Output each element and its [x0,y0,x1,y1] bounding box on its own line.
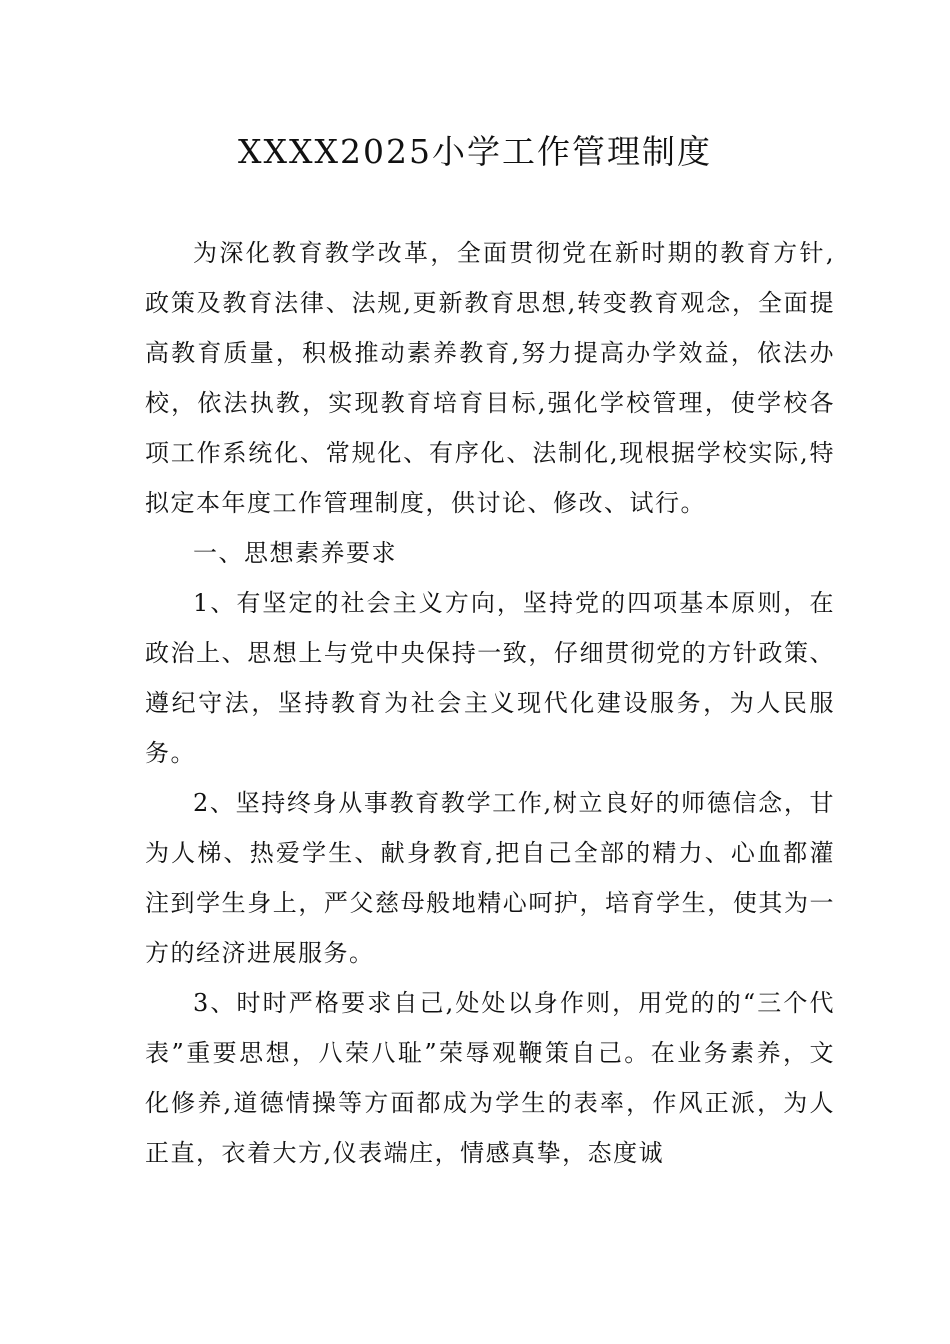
document-title: XXXX2025小学工作管理制度 [238,132,712,171]
item-paragraph-2: 2、坚持终身从事教育教学工作,树立良好的师德信念，甘为人梯、热爱学生、献身教育,把自己全部的精力、心血都灌注到学生身上，严父慈母般地精心呵护，培育学生，使其为一方的经济进展服务。 [145,789,835,967]
item-paragraph-1: 1、有坚定的社会主义方向，坚持党的四项基本原则，在政治上、思想上与党中央保持一致，仔细贯彻党的方针政策、遵纪守法，坚持教育为社会主义现代化建设服务，为人民服务。 [145,589,835,767]
intro-paragraph: 为深化教育教学改革，全面贯彻党在新时期的教育方针,政策及教育法律、法规,更新教育思想,转变教育观念，全面提高教育质量，积极推动素养教育,努力提高办学效益，依法办校，依法执教，实现教育培育目标,强化学校管理，使学校各项工作系统化、常规化、有序化、法制化,现根据学校实际,特拟定本年度工作管理制度，供讨论、修改、试行。 [145,239,835,517]
item-paragraph-3: 3、时时严格要求自己,处处以身作则，用党的的“三个代表”重要思想，八荣八耻”荣辱观鞭策自己。在业务素养，文化修养,道德情操等方面都成为学生的表率，作风正派，为人正直，衣着大方,仪表端庄，情感真挚，态度诚 [145,989,835,1167]
section-heading: 一、思想素养要求 [193,539,397,567]
document-body [145,228,835,1178]
